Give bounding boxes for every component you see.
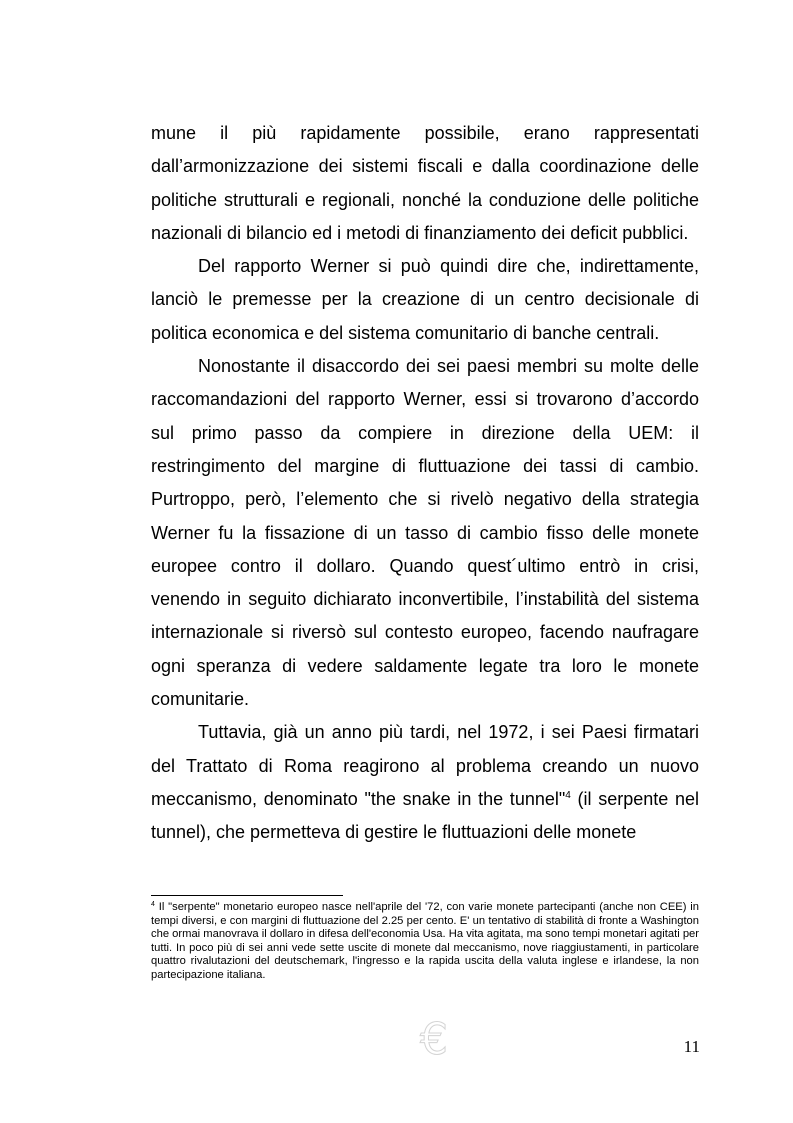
paragraph-4 [151, 716, 699, 849]
footnote [151, 901, 699, 982]
main-text [151, 117, 699, 850]
paragraph-2: Del rapporto Werner si può quindi dire che, indirettamente, lanciò le premesse per la creazione di un centro decisionale di politica economica e del sistema comunitario di banche centrali. [151, 256, 699, 343]
footnote-separator [151, 895, 343, 896]
paragraph-4-text-after: (il serpente nel tunnel), che permetteva di gestire le fluttuazioni delle monete [151, 788, 699, 843]
paragraph-1: mune il più rapidamente possibile, erano rappresentati dall’armonizzazione dei sistemi fiscali e dalla coordinazione delle politiche strutturali e regionali, nonché la conduzione delle politiche nazionali di bilancio ed i metodi di finanziamento dei deficit pubblici. [151, 123, 699, 243]
euro-icon: € [420, 1014, 448, 1065]
paragraph-3: Nonostante il disaccordo dei sei paesi membri su molte delle raccomandazioni del rapporto Werner, essi si trovarono d’accordo sul primo passo da compiere in direzione della UEM: il restringimento del margine di fluttuazione dei tassi di cambio. Purtroppo, però, l’elemento che si rivelò negativo della strategia Werner fu la fissazione di un tasso di cambio fisso delle monete europee contro il dollaro. Quando quest´ultimo entrò in crisi, venendo in seguito dichiarato inconvertibile, l’instabilità del sistema internazionale si riversò sul contesto europeo, facendo naufragare ogni speranza di vedere saldamente legate tra loro le monete comunitarie. [151, 356, 699, 710]
footnote-text: Il "serpente" monetario europeo nasce nell'aprile del '72, con varie monete partecipanti (anche non CEE) in tempi diversi, e con margini di fluttuazione del 2.25 per cento. E' un tentativo di stabilità di fronte a Washington che ormai manovrava il dollaro in difesa dell'economia Usa. Ha vita agitata, ma sono tempi monetari agitati per tutti. In poco più di sei anni vede sette uscite di monete dal meccanismo, nove riaggiustamenti, in particolare quattro rivalutazioni del deutschemark, l'ingresso e la rapida uscita della valuta inglese e irlandese, la non partecipazione italiana. [151, 901, 699, 981]
page-number: 11 [683, 1037, 700, 1056]
footnote-marker: 4 [151, 901, 155, 908]
footnote-reference[interactable]: 4 [565, 789, 571, 801]
paragraph-4-text-before: Tuttavia, già un anno più tardi, nel 1972, i sei Paesi firmatari del Trattato di Roma reagirono al problema creando un nuovo meccanismo, denominato "the snake in the tunnel" [151, 722, 699, 809]
